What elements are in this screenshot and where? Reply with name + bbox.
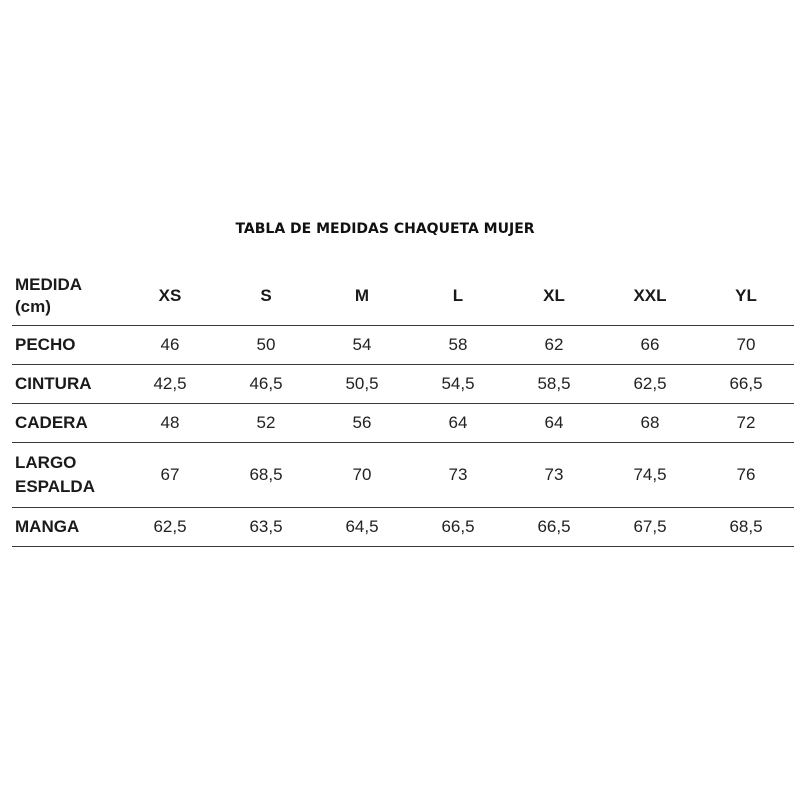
table-cell: 62,5 xyxy=(602,365,698,404)
size-header-l: L xyxy=(410,266,506,326)
table-row xyxy=(12,508,794,547)
table-cell: 54 xyxy=(314,326,410,365)
table-cell: 73 xyxy=(506,443,602,508)
table-cell: 50,5 xyxy=(314,365,410,404)
table-cell: 64 xyxy=(506,404,602,443)
table-cell: 68 xyxy=(602,404,698,443)
table-cell: 54,5 xyxy=(410,365,506,404)
table-cell: 64 xyxy=(410,404,506,443)
table-cell: 66 xyxy=(602,326,698,365)
row-label-manga: MANGA xyxy=(12,508,122,547)
table-cell: 73 xyxy=(410,443,506,508)
table-cell: 76 xyxy=(698,443,794,508)
row-label-cintura: CINTURA xyxy=(12,365,122,404)
table-row xyxy=(12,443,794,508)
table-cell: 50 xyxy=(218,326,314,365)
size-header-xl: XL xyxy=(506,266,602,326)
table-cell: 67,5 xyxy=(602,508,698,547)
table-cell: 58,5 xyxy=(506,365,602,404)
table-cell: 64,5 xyxy=(314,508,410,547)
table-cell: 67 xyxy=(122,443,218,508)
size-header-s: S xyxy=(218,266,314,326)
table-cell: 42,5 xyxy=(122,365,218,404)
table-cell: 74,5 xyxy=(602,443,698,508)
row-label-largo-espalda xyxy=(12,443,122,508)
table-cell: 48 xyxy=(122,404,218,443)
table-cell: 46,5 xyxy=(218,365,314,404)
table-cell: 63,5 xyxy=(218,508,314,547)
size-chart-table xyxy=(12,266,794,547)
measure-header-label: MEDIDA xyxy=(15,274,83,294)
table-row xyxy=(12,365,794,404)
table-cell: 66,5 xyxy=(506,508,602,547)
page-title: TABLA DE MEDIDAS CHAQUETA MUJER xyxy=(235,221,535,237)
header-row xyxy=(12,266,794,326)
table-row xyxy=(12,326,794,365)
table-cell: 52 xyxy=(218,404,314,443)
table-cell: 72 xyxy=(698,404,794,443)
size-header-m: M xyxy=(314,266,410,326)
row-label-cadera: CADERA xyxy=(12,404,122,443)
measure-header-unit: (cm) xyxy=(15,296,51,316)
table-cell: 66,5 xyxy=(698,365,794,404)
row-label-pecho: PECHO xyxy=(12,326,122,365)
table-cell: 66,5 xyxy=(410,508,506,547)
row-label-line: LARGO xyxy=(15,453,77,472)
table-cell: 56 xyxy=(314,404,410,443)
table-cell: 70 xyxy=(314,443,410,508)
row-label-line: ESPALDA xyxy=(15,477,95,496)
size-header-xs: XS xyxy=(122,266,218,326)
size-header-xxl: XXL xyxy=(602,266,698,326)
measure-header-cell xyxy=(12,266,122,326)
table-cell: 62 xyxy=(506,326,602,365)
table-cell: 68,5 xyxy=(698,508,794,547)
table-cell: 68,5 xyxy=(218,443,314,508)
table-cell: 58 xyxy=(410,326,506,365)
table-row xyxy=(12,404,794,443)
table-cell: 46 xyxy=(122,326,218,365)
table-cell: 62,5 xyxy=(122,508,218,547)
table-cell: 70 xyxy=(698,326,794,365)
size-header-yl: YL xyxy=(698,266,794,326)
